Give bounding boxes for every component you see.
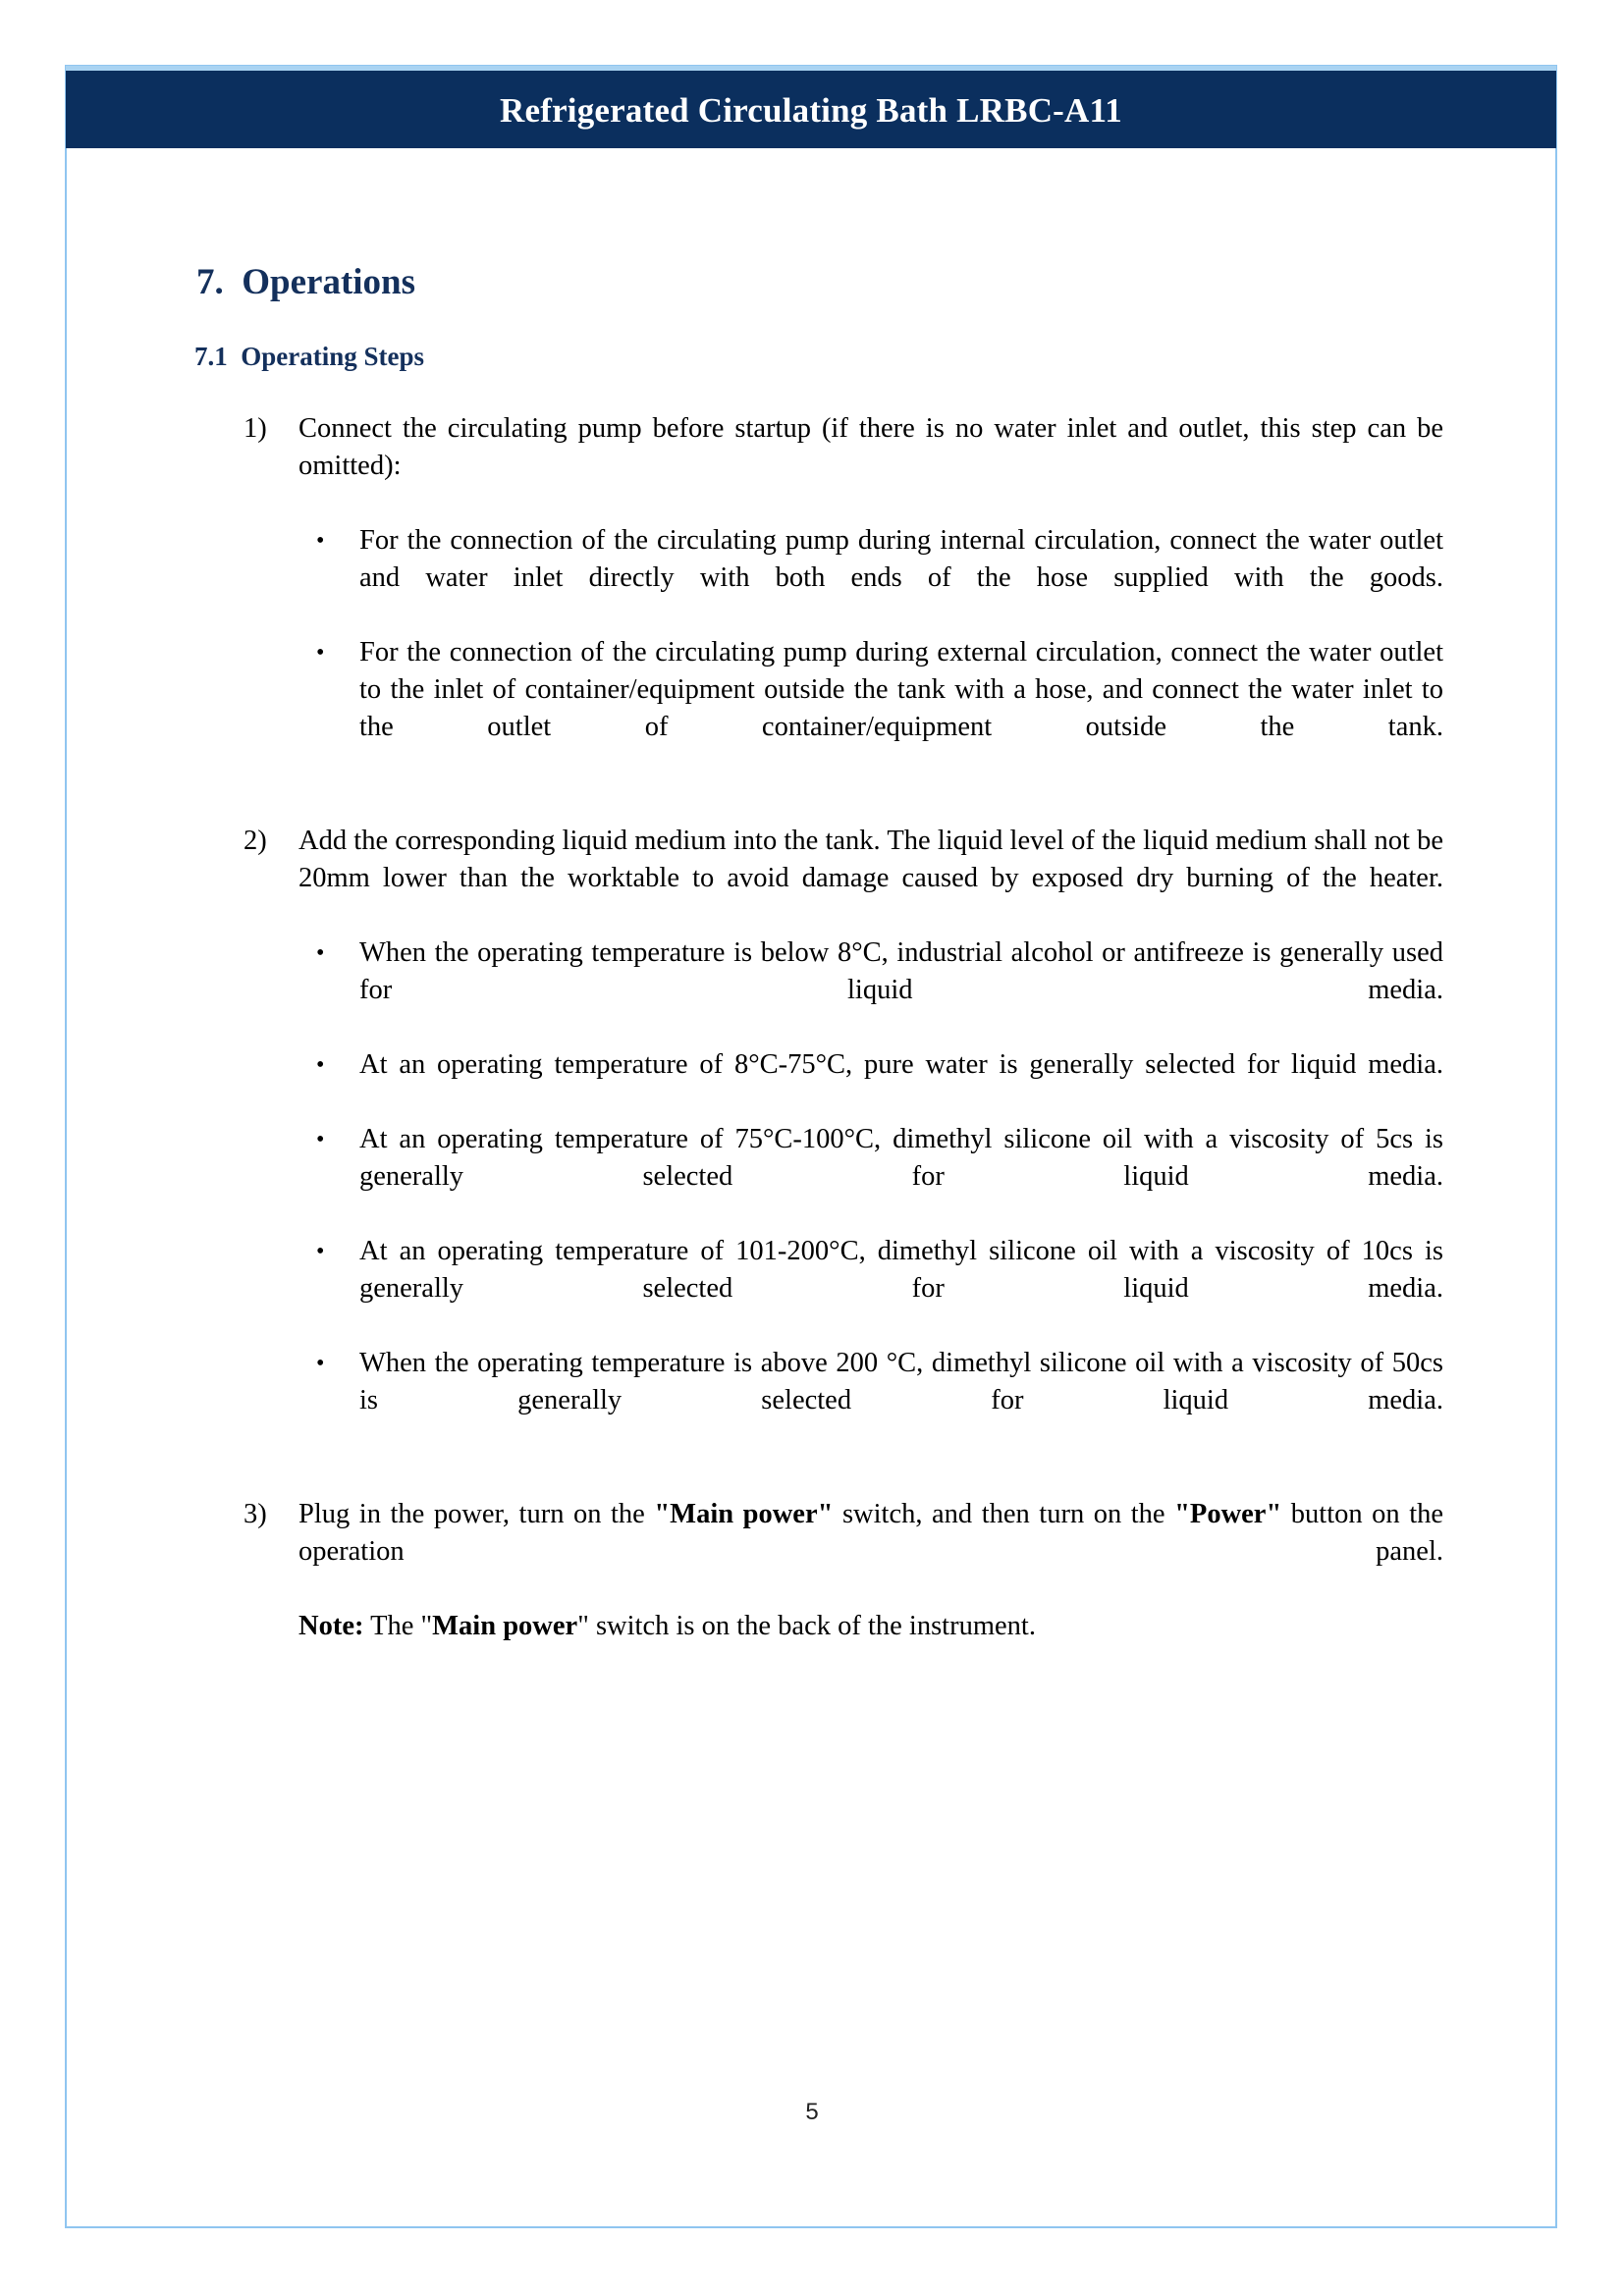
page-header-band xyxy=(66,66,1556,148)
bullet-icon: • xyxy=(316,1127,325,1153)
bullet-text: At an operating temperature of 8°C-75°C, pure water is generally selected for liquid media. xyxy=(359,1049,1443,1081)
list-item xyxy=(298,1121,1443,1233)
bullet-text: For the connection of the circulating pump during internal circulation, connect the water outlet and water inlet directly with both ends of the hose supplied with the goods. xyxy=(359,525,1443,594)
bullet-icon: • xyxy=(316,1351,325,1377)
step-marker-2: 2) xyxy=(244,826,267,857)
bullet-icon: • xyxy=(316,1239,325,1265)
document-content xyxy=(196,263,1443,1645)
bullet-icon: • xyxy=(316,1052,325,1079)
list-item xyxy=(298,1233,1443,1345)
list-item xyxy=(298,1345,1443,1457)
bullet-text: When the operating temperature is below 8°C, industrial alcohol or antifreeze is generally used for liquid media. xyxy=(359,937,1443,1006)
list-item xyxy=(298,1046,1443,1121)
step-3-note xyxy=(298,1608,1443,1645)
list-item xyxy=(298,634,1443,783)
main-power-label-2: Main power xyxy=(432,1611,578,1642)
list-item xyxy=(298,934,1443,1046)
power-label: "Power" xyxy=(1174,1499,1282,1530)
bullet-text: At an operating temperature of 75°C-100°C, dimethyl silicone oil with a viscosity of 5cs is generally selected for liquid media. xyxy=(359,1124,1443,1193)
step-item-2 xyxy=(196,823,1443,1457)
bullet-icon: • xyxy=(316,528,325,555)
operating-steps-list xyxy=(196,410,1443,1645)
page-number: 5 xyxy=(805,2099,819,2125)
step-item-1 xyxy=(196,410,1443,783)
bullet-text: At an operating temperature of 101-200°C, dimethyl silicone oil with a viscosity of 10cs is generally selected for liquid media. xyxy=(359,1236,1443,1305)
step-3-text-part-2: switch, and then turn on the xyxy=(833,1499,1175,1530)
step-text-3 xyxy=(298,1496,1443,1608)
list-item xyxy=(298,522,1443,634)
main-power-label-1: "Main power" xyxy=(654,1499,834,1530)
subsection-heading-operating-steps: 7.1 Operating Steps xyxy=(194,341,425,371)
bullet-text: For the connection of the circulating pump during external circulation, connect the water outlet to the inlet of container/equipment outside the tank with a hose, and connect the water inlet to the outlet of container/equipment outside the tank. xyxy=(359,637,1443,743)
step-text-1: Connect the circulating pump before startup (if there is no water inlet and outlet, this step can be omitted): xyxy=(298,413,1443,482)
bullet-text: When the operating temperature is above 200 °C, dimethyl silicone oil with a viscosity of 50cs is generally selected for liquid media. xyxy=(359,1348,1443,1416)
step-marker-1: 1) xyxy=(244,413,267,445)
note-text-part-1: The " xyxy=(363,1611,433,1642)
step-text-2: Add the corresponding liquid medium into the tank. The liquid level of the liquid medium shall not be 20mm lower than the worktable to avoid damage caused by exposed dry burning of the heater. xyxy=(298,826,1443,894)
step-marker-3: 3) xyxy=(244,1499,267,1530)
step-1-bullet-list xyxy=(298,522,1443,783)
bullet-icon: • xyxy=(316,940,325,967)
section-heading-operations: 7. Operations xyxy=(196,262,416,302)
bullet-icon: • xyxy=(316,640,325,667)
step-2-bullet-list xyxy=(298,934,1443,1457)
step-3-text-part-3: button on the operation panel. xyxy=(298,1499,1444,1568)
note-text-part-2: " switch is on the back of the instrument. xyxy=(577,1611,1036,1642)
note-label: Note: xyxy=(298,1611,364,1642)
step-3-text-part-1: Plug in the power, turn on the xyxy=(298,1499,655,1530)
step-item-3 xyxy=(196,1496,1443,1645)
document-header-title: Refrigerated Circulating Bath LRBC-A11 xyxy=(500,91,1122,130)
